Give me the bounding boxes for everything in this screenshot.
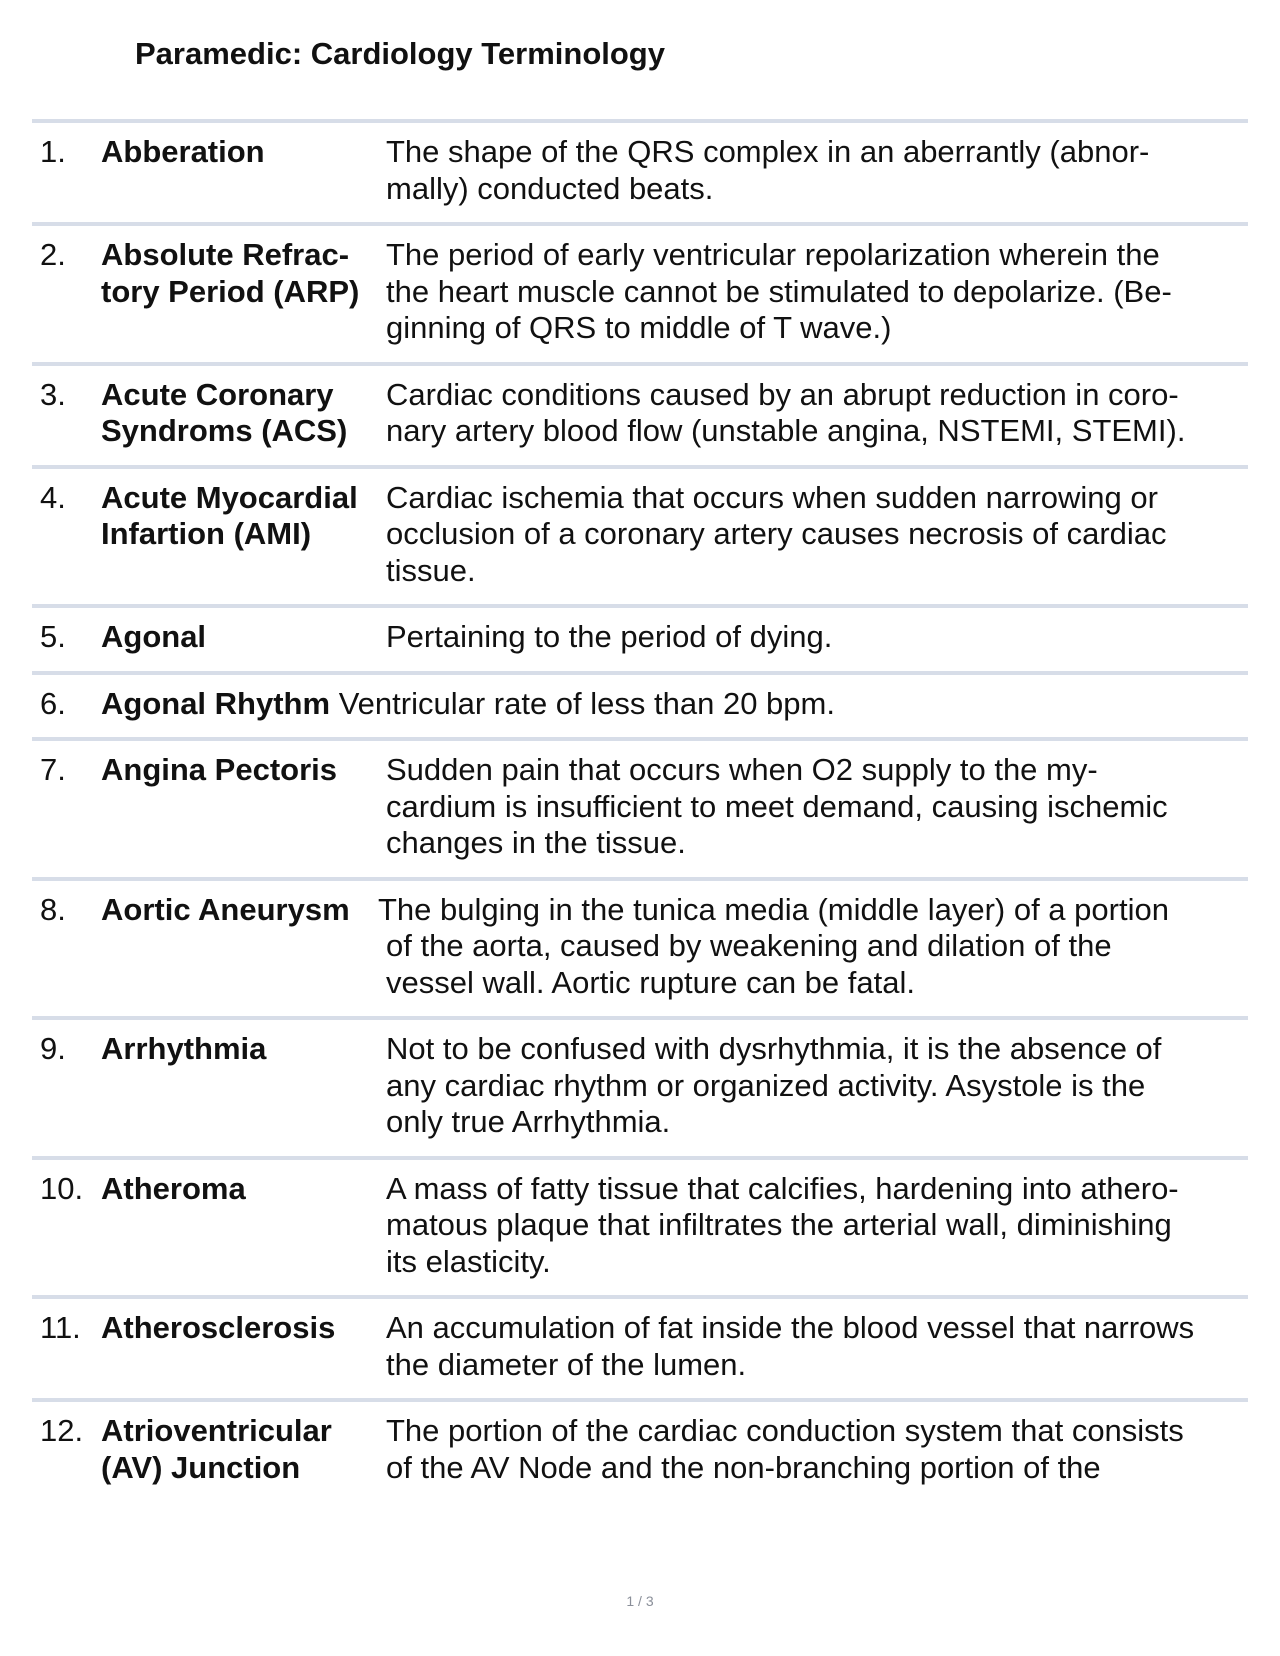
page-indicator: 1 / 3	[626, 1593, 654, 1609]
entry-definition: The bulging in the tunica media (middle layer) of a portion of the aorta, caused by weakening and dilation of the vessel wall. Aortic rupture can be fatal.	[378, 891, 1169, 1000]
term-entry-6	[32, 671, 1248, 738]
term-entry-7	[32, 737, 1248, 877]
entry-number: 4.	[40, 479, 66, 515]
entry-definition: Ventricular rate of less than 20 bpm.	[338, 685, 835, 721]
term-entry-2	[32, 222, 1248, 362]
entry-number: 8.	[40, 891, 66, 927]
entry-definition: Cardiac ischemia that occurs when sudden narrowing or occlusion of a coronary artery causes necrosis of cardiac tissue.	[386, 479, 1167, 588]
entry-number: 2.	[40, 237, 66, 272]
term-entry-3	[32, 362, 1248, 465]
entry-definition: Cardiac conditions caused by an abrupt reduction in coro- nary artery blood flow (unstable angina, NSTEMI, STEMI).	[386, 376, 1186, 448]
entry-term: Arrhythmia	[101, 1031, 267, 1066]
entry-definition: The shape of the QRS complex in an aberrantly (abnor- mally) conducted beats.	[386, 134, 1150, 206]
entry-term: Acute Coronary Syndroms (ACS)	[101, 376, 348, 448]
entry-term: Atherosclerosis	[101, 1310, 336, 1345]
entry-term: Absolute Refrac- tory Period (ARP)	[101, 237, 360, 309]
entry-definition: Sudden pain that occurs when O2 supply to the my- cardium is insufficient to meet demand, causing ischemic changes in the tissue.	[386, 752, 1168, 860]
entry-number: 9.	[40, 1031, 66, 1066]
term-entry-12	[32, 1398, 1248, 1501]
term-entry-4	[32, 465, 1248, 605]
entry-term: Acute Myocardial Infartion (AMI)	[101, 479, 358, 551]
entry-number: 3.	[40, 376, 66, 412]
term-entry-9	[32, 1016, 1248, 1156]
entry-number: 12.	[40, 1413, 84, 1448]
entry-definition: The portion of the cardiac conduction system that consists of the AV Node and the non-branching portion of the	[386, 1413, 1184, 1485]
term-entry-8	[32, 877, 1248, 1017]
entry-number: 5.	[40, 619, 66, 654]
entry-term: Agonal Rhythm	[101, 685, 331, 721]
entry-term: Atheroma	[101, 1170, 246, 1206]
term-list	[32, 119, 1248, 1501]
entry-definition: Pertaining to the period of dying.	[386, 619, 833, 654]
entry-term: Atrioventricular (AV) Junction	[101, 1413, 332, 1485]
entry-definition: Not to be confused with dysrhythmia, it is the absence of any cardiac rhythm or organized activity. Asystole is the only true Arrhythmia.	[386, 1031, 1162, 1139]
entry-number: 10.	[40, 1170, 84, 1206]
term-entry-10	[32, 1156, 1248, 1296]
entry-number: 1.	[40, 134, 66, 169]
entry-number: 7.	[40, 752, 66, 787]
entry-definition: A mass of fatty tissue that calcifies, hardening into athero- matous plaque that infiltrates the arterial wall, diminishing its elasticity.	[386, 1170, 1179, 1279]
entry-definition: The period of early ventricular repolarization wherein the the heart muscle cannot be stimulated to depolarize. (Be- ginning of QRS to middle of T wave.)	[386, 237, 1172, 345]
entry-term: Angina Pectoris	[101, 752, 337, 787]
entry-definition: An accumulation of fat inside the blood vessel that narrows the diameter of the lumen.	[386, 1310, 1195, 1382]
term-entry-1	[32, 119, 1248, 222]
entry-term: Abberation	[101, 134, 265, 169]
page-title: Paramedic: Cardiology Terminology	[135, 36, 665, 71]
entry-term: Agonal	[101, 619, 207, 654]
entry-number: 6.	[40, 685, 66, 721]
term-entry-11	[32, 1295, 1248, 1398]
term-entry-5	[32, 604, 1248, 671]
entry-number: 11.	[40, 1310, 81, 1345]
entry-term: Aortic Aneurysm	[101, 891, 350, 927]
